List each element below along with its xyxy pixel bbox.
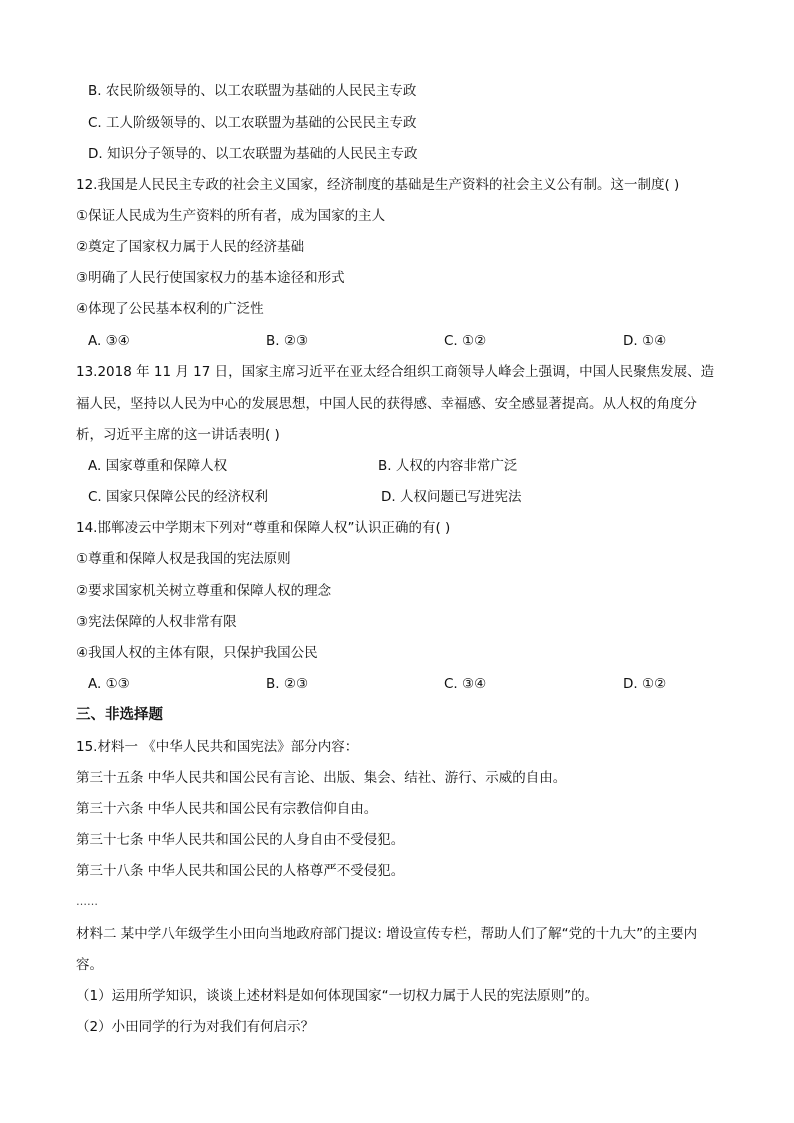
q15-article-35: 第三十五条 中华人民共和国公民有言论、出版、集会、结社、游行、示威的自由。 <box>76 770 567 786</box>
q13-option-b: B. 人权的内容非常广泛 <box>378 458 518 474</box>
section-heading: 三、非选择题 <box>76 707 163 723</box>
q12-stem: 12.我国是人民民主专政的社会主义国家，经济制度的基础是生产资料的社会主义公有制。这一制度( ) <box>76 177 680 193</box>
q14-option-a: A. ①③ <box>88 676 130 692</box>
q11-option-d: D. 知识分子领导的、以工农联盟为基础的人民民主专政 <box>88 146 418 162</box>
q15-material-2-line-2: 容。 <box>76 957 103 973</box>
q12-item-3: ③明确了人民行使国家权力的基本途径和形式 <box>76 270 345 286</box>
q14-item-4: ④我国人权的主体有限，只保护我国公民 <box>76 645 318 661</box>
q12-item-4: ④体现了公民基本权利的广泛性 <box>76 301 264 317</box>
q14-option-d: D. ①② <box>623 676 667 692</box>
q15-question-2: （2）小田同学的行为对我们有何启示？ <box>76 1019 315 1035</box>
q13-option-d: D. 人权问题已写进宪法 <box>381 489 522 505</box>
q12-item-2: ②奠定了国家权力属于人民的经济基础 <box>76 239 305 255</box>
q13-option-a: A. 国家尊重和保障人权 <box>88 458 228 474</box>
q14-option-b: B. ②③ <box>266 676 309 692</box>
q11-option-b: B. 农民阶级领导的、以工农联盟为基础的人民民主专政 <box>88 83 417 99</box>
q15-article-37: 第三十七条 中华人民共和国公民的人身自由不受侵犯。 <box>76 832 405 848</box>
q15-question-1: （1）运用所学知识，谈谈上述材料是如何体现国家“一切权力属于人民的宪法原则”的。 <box>76 988 599 1004</box>
q15-ellipsis: …… <box>76 895 98 908</box>
q15-article-36: 第三十六条 中华人民共和国公民有宗教信仰自由。 <box>76 801 378 817</box>
q12-option-a: A. ③④ <box>88 333 130 349</box>
q14-options <box>0 674 794 694</box>
q15-material-1-title: 15.材料一 《中华人民共和国宪法》部分内容： <box>76 739 359 755</box>
q12-item-1: ①保证人民成为生产资料的所有者，成为国家的主人 <box>76 208 386 224</box>
q13-stem-line-2: 福人民，坚持以人民为中心的发展思想，中国人民的获得感、幸福感、安全感显著提高。从人权的角度分 <box>76 396 697 412</box>
q14-item-1: ①尊重和保障人权是我国的宪法原则 <box>76 551 291 567</box>
q15-article-38: 第三十八条 中华人民共和国公民的人格尊严不受侵犯。 <box>76 863 405 879</box>
q14-item-2: ②要求国家机关树立尊重和保障人权的理念 <box>76 583 332 599</box>
q13-stem-line-1: 13.2018 年 11 月 17 日，国家主席习近平在亚太经合组织工商领导人峰会上强调，中国人民聚焦发展、造 <box>76 364 715 380</box>
q15-material-2-line-1: 材料二 某中学八年级学生小田向当地政府部门提议: 增设宣传专栏，帮助人们了解“党的十九大”的主要内 <box>76 926 698 942</box>
q12-option-c: C. ①② <box>444 333 487 349</box>
q13-options-row-1 <box>0 456 794 476</box>
q14-stem: 14.邯郸凌云中学期末下列对“尊重和保障人权”认识正确的有( ) <box>76 520 451 536</box>
q12-option-b: B. ②③ <box>266 333 309 349</box>
q13-options-row-2 <box>0 487 794 507</box>
q13-option-c: C. 国家只保障公民的经济权利 <box>88 489 269 505</box>
q14-item-3: ③宪法保障的人权非常有限 <box>76 614 237 630</box>
q11-option-c: C. 工人阶级领导的、以工农联盟为基础的公民民主专政 <box>88 115 417 131</box>
q14-option-c: C. ③④ <box>444 676 487 692</box>
q13-stem-line-3: 析，习近平主席的这一讲话表明( ) <box>76 427 280 443</box>
q12-option-d: D. ①④ <box>623 333 667 349</box>
q12-options <box>0 331 794 351</box>
